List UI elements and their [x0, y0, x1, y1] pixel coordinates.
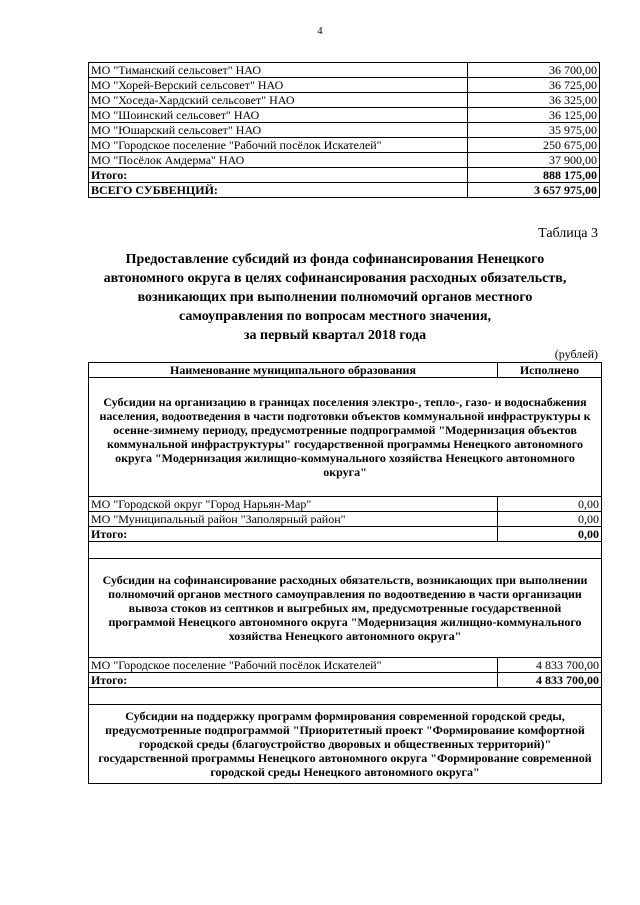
row-name: МО "Юшарский сельсовет" НАО	[89, 123, 468, 138]
subventions-table	[88, 62, 600, 198]
empty-cell	[89, 688, 602, 705]
total-label: Итого:	[89, 168, 468, 183]
table-row	[89, 512, 602, 527]
table-row	[89, 658, 602, 673]
row-name: МО "Городское поселение "Рабочий посёлок Искателей"	[89, 138, 468, 153]
row-name: МО "Шоинский сельсовет" НАО	[89, 108, 468, 123]
table-row	[89, 108, 600, 123]
row-value: 36 725,00	[468, 78, 600, 93]
heading-line: за первый квартал 2018 года	[243, 328, 427, 343]
section-title: Субсидии на поддержку программ формирования современной городской среды, предусмотренные подпрограммой "Приоритетный проект "Формирование комфортной городской среды (благоустройство дворовых и общественных территорий)" государственной программы Ненецкого автономного округа "Формирование современной городской среды Ненецкого автономного округа"	[89, 705, 602, 784]
heading-line: Предоставление субсидий из фонда софинансирования Ненецкого	[125, 252, 545, 267]
row-name: МО "Муниципальный район "Заполярный район"	[89, 512, 498, 527]
section-title: Субсидии на организацию в границах поселения электро-, тепло-, газо- и водоснабжения населения, водоотведения в части подготовки объектов коммунальной инфраструктуры к осенне-зимнему периоду, предусмотренные подпрограммой "Модернизация объектов коммунальной инфраструктуры" государственной программы Ненецкого автономного округа "Модернизация жилищно-коммунального хозяйства Ненецкого автономного округа"	[89, 378, 602, 497]
grand-total-value: 3 657 975,00	[468, 183, 600, 198]
total-label: Итого:	[89, 673, 498, 688]
row-value: 36 325,00	[468, 93, 600, 108]
row-name: МО "Посёлок Амдерма" НАО	[89, 153, 468, 168]
grand-total-label: ВСЕГО СУБВЕНЦИЙ:	[89, 183, 468, 198]
table-row	[89, 78, 600, 93]
section-title-row	[89, 378, 602, 497]
row-value: 250 675,00	[468, 138, 600, 153]
column-header-name: Наименование муниципального образования	[89, 363, 498, 378]
total-row	[89, 673, 602, 688]
heading-line: возникающих при выполнении полномочий органов местного	[137, 290, 533, 305]
row-name: МО "Тиманский сельсовет" НАО	[89, 63, 468, 78]
total-row	[89, 168, 600, 183]
total-value: 0,00	[498, 527, 602, 542]
total-label: Итого:	[89, 527, 498, 542]
table-row	[89, 153, 600, 168]
row-value: 4 833 700,00	[498, 658, 602, 673]
heading-line: самоуправления по вопросам местного значения,	[178, 309, 492, 324]
table-row	[89, 63, 600, 78]
grand-total-row	[89, 183, 600, 198]
table-number-label: Таблица 3	[538, 226, 598, 241]
heading-line: автономного округа в целях софинансирования расходных обязательств,	[103, 271, 567, 286]
row-value: 36 700,00	[468, 63, 600, 78]
subsidies-table	[88, 362, 602, 784]
section-title-row	[89, 705, 602, 784]
row-name: МО "Хоседа-Хардский сельсовет" НАО	[89, 93, 468, 108]
spacer-row	[89, 688, 602, 705]
total-value: 888 175,00	[468, 168, 600, 183]
table-heading	[100, 250, 570, 345]
spacer-row	[89, 542, 602, 559]
column-header-value: Исполнено	[498, 363, 602, 378]
section-title: Субсидии на софинансирование расходных обязательств, возникающих при выполнении полномочий органов местного самоуправления по водоотведению в части организации вывоза стоков из септиков и выгребных ям, предусмотренные государственной программой Ненецкого автономного округа "Модернизация жилищно-коммунального хозяйства Ненецкого автономного округа"	[89, 559, 602, 658]
row-value: 36 125,00	[468, 108, 600, 123]
table-row	[89, 497, 602, 512]
row-value: 37 900,00	[468, 153, 600, 168]
row-value: 35 975,00	[468, 123, 600, 138]
header-row	[89, 363, 602, 378]
row-name: МО "Городское поселение "Рабочий посёлок Искателей"	[89, 658, 498, 673]
section-title-row	[89, 559, 602, 658]
total-row	[89, 527, 602, 542]
row-name: МО "Хорей-Верский сельсовет" НАО	[89, 78, 468, 93]
row-name: МО "Городской округ "Город Нарьян-Мар"	[89, 497, 498, 512]
row-value: 0,00	[498, 497, 602, 512]
table-row	[89, 138, 600, 153]
table-row	[89, 93, 600, 108]
empty-cell	[89, 542, 602, 559]
page-number: 4	[317, 26, 323, 37]
unit-label: (рублей)	[554, 347, 598, 361]
row-value: 0,00	[498, 512, 602, 527]
total-value: 4 833 700,00	[498, 673, 602, 688]
table-row	[89, 123, 600, 138]
